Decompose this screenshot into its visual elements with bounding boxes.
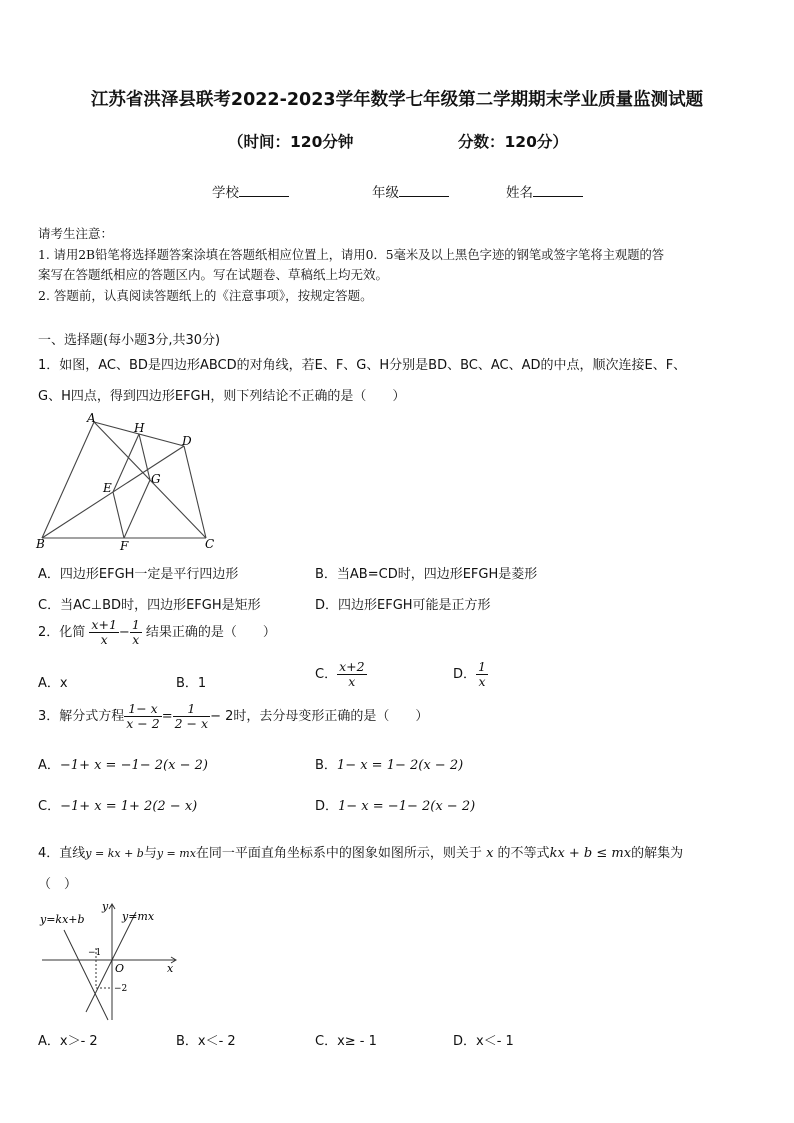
q3-a-expr: −1+ x = −1− 2(x − 2) xyxy=(59,758,208,773)
q4-paren: （ ） xyxy=(38,877,78,892)
q2-prefix: 2．化简 xyxy=(38,625,86,640)
q3-option-c xyxy=(38,795,197,814)
q2-fraction-2 xyxy=(130,618,142,647)
exam-time: （时间：120分钟 xyxy=(228,133,354,151)
q3-equals: = xyxy=(161,709,173,724)
page-title: 江苏省洪泽县联考2022-2023学年数学七年级第二学期期末学业质量监测试题 xyxy=(90,90,704,110)
q4-e1: y = kx + b xyxy=(85,847,144,860)
name-field xyxy=(506,181,583,201)
q2-f1-numerator: x+1 xyxy=(91,617,117,632)
q2-f2-denominator: x xyxy=(132,632,140,647)
q3-f1-numerator: 1− x xyxy=(124,702,161,717)
label-C: C xyxy=(205,537,215,551)
edge-DC xyxy=(184,446,206,538)
q2-c-denominator: x xyxy=(348,674,356,689)
label-D: D xyxy=(182,434,192,448)
q2-f2-numerator: 1 xyxy=(131,617,140,632)
label-A: A xyxy=(87,411,96,425)
q4-t2: 与 xyxy=(143,846,157,861)
q4-t5: 的解集为 xyxy=(631,846,684,861)
q1-option-d: D．四边形EFGH可能是正方形 xyxy=(315,598,491,613)
line-kx-b xyxy=(64,930,108,1020)
q1-option-b: B．当AB=CD时，四边形EFGH是菱形 xyxy=(315,567,538,582)
q3-tail: − 2时，去分母变形正确的是（ ） xyxy=(210,709,429,724)
line-mx xyxy=(86,912,136,1012)
edge-FG xyxy=(124,480,150,538)
label-minus-2: −2 xyxy=(114,984,128,994)
exam-score: 分数：120分） xyxy=(458,133,568,151)
school-label: 学校 xyxy=(212,185,239,201)
q2-option-a: A．x xyxy=(38,676,68,691)
q1-text-line2: G、H四点，得到四边形EFGH，则下列结论不正确的是（ ） xyxy=(38,389,406,404)
label-line-kx-b: y=kx+b xyxy=(40,913,85,926)
q3-d-expr: 1− x = −1− 2(x − 2) xyxy=(338,799,476,814)
label-minus-1: −1 xyxy=(88,948,102,958)
label-x: x xyxy=(167,962,174,975)
q4-t1: 4．直线 xyxy=(38,846,86,861)
q4-e3: x xyxy=(486,846,494,861)
q4-t4: 的不等式 xyxy=(497,846,550,861)
label-B: B xyxy=(36,537,45,551)
label-H: H xyxy=(134,421,145,435)
q3-a-label: A． xyxy=(38,758,60,773)
q3-b-label: B． xyxy=(315,758,337,773)
q2-option-d xyxy=(453,660,488,689)
q3-stem xyxy=(38,702,428,731)
q2-d-label: D． xyxy=(453,667,477,682)
q4-t3: 在同一平面直角坐标系中的图象如图所示，则关于 xyxy=(195,846,482,861)
q4-e4: kx + b ≤ mx xyxy=(549,846,632,861)
edge-GH xyxy=(139,434,150,480)
q2-d-fraction xyxy=(476,660,488,689)
q3-f2-denominator: 2 − x xyxy=(174,716,209,731)
notice-line1b: 案写在答题纸相应的答题区内。写在试题卷、草稿纸上均无效。 xyxy=(38,267,389,282)
school-blank xyxy=(239,183,289,197)
q3-d-label: D． xyxy=(315,799,339,814)
q3-c-label: C． xyxy=(38,799,61,814)
q4-option-d: D．x＜- 1 xyxy=(453,1034,514,1049)
label-E: E xyxy=(103,481,112,495)
name-label: 姓名 xyxy=(506,185,533,201)
notice-line1: 1. 请用2B铅笔将选择题答案涂填在答题纸相应位置上，请用0．5毫米及以上黑色字迹的钢笔或签字笔将主观题的答 xyxy=(38,248,665,262)
q1-quadrilateral-figure xyxy=(34,410,224,552)
label-origin: O xyxy=(115,962,125,975)
grade-blank xyxy=(399,183,449,197)
label-G: G xyxy=(151,472,161,486)
q3-option-b xyxy=(315,754,463,773)
q2-d-denominator: x xyxy=(478,674,486,689)
name-blank xyxy=(533,183,583,197)
grade-field xyxy=(372,181,449,201)
edge-EF xyxy=(113,492,124,538)
label-F: F xyxy=(120,539,129,552)
q4-graph xyxy=(36,898,186,1028)
q2-stem xyxy=(38,618,276,647)
q3-prefix: 3．解分式方程 xyxy=(38,709,125,724)
q3-option-d xyxy=(315,795,475,814)
label-line-mx: y=mx xyxy=(122,910,155,923)
q2-c-label: C． xyxy=(315,667,338,682)
q4-option-a: A．x＞- 2 xyxy=(38,1034,98,1049)
q1-option-c: C．当AC⊥BD时，四边形EFGH是矩形 xyxy=(38,598,261,613)
q2-option-b: B．1 xyxy=(176,676,207,691)
q2-option-c xyxy=(315,660,367,689)
q4-option-b: B．x＜- 2 xyxy=(176,1034,236,1049)
q3-f2-numerator: 1 xyxy=(173,702,210,717)
section-heading: 一、选择题(每小题3分,共30分) xyxy=(38,333,221,348)
q3-option-a xyxy=(38,754,208,773)
q2-d-numerator: 1 xyxy=(478,659,486,674)
grade-label: 年级 xyxy=(372,185,399,201)
q3-c-expr: −1+ x = 1+ 2(2 − x) xyxy=(60,799,198,814)
notice-line2: 2. 答题前，认真阅读答题纸上的《注意事项》，按规定答题。 xyxy=(38,288,373,303)
q3-b-expr: 1− x = 1− 2(x − 2) xyxy=(336,758,464,773)
q2-fraction-1 xyxy=(89,618,118,647)
notice-heading: 请考生注意： xyxy=(38,226,114,241)
q2-suffix: 结果正确的是（ ） xyxy=(145,625,276,640)
q2-c-numerator: x+2 xyxy=(339,659,365,674)
school-field xyxy=(212,181,289,201)
q4-e2: y = mx xyxy=(156,847,196,860)
q3-fraction-2 xyxy=(173,702,210,731)
q1-option-a: A．四边形EFGH一定是平行四边形 xyxy=(38,567,239,582)
q2-f1-denominator: x xyxy=(100,632,108,647)
q4-option-c: C．x≥ - 1 xyxy=(315,1034,377,1049)
q2-c-fraction xyxy=(337,660,366,689)
q3-f1-denominator: x − 2 xyxy=(126,716,160,731)
label-y: y xyxy=(102,900,109,913)
q1-text-line1: 1．如图，AC、BD是四边形ABCD的对角线，若E、F、G、H分别是BD、BC、AC、AD的中点，顺次连接E、F、 xyxy=(38,358,687,373)
q2-minus: − xyxy=(118,625,130,640)
q3-fraction-1 xyxy=(124,702,161,731)
q4-stem xyxy=(38,842,683,861)
